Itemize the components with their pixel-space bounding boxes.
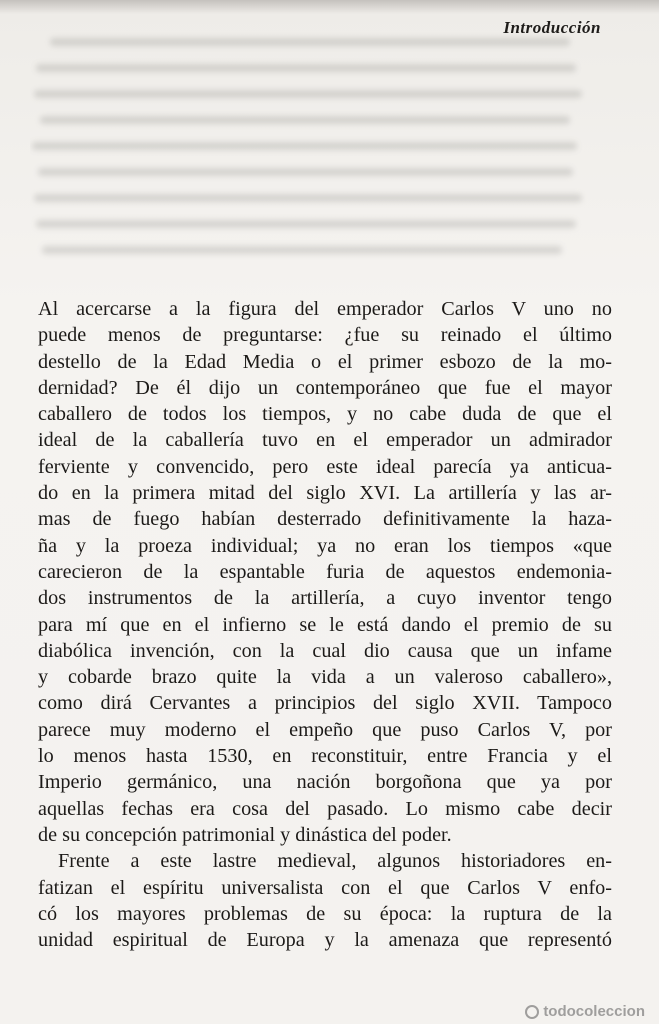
- text-line: aquellas fechas era cosa del pasado. Lo mismo cabe decir: [38, 797, 612, 820]
- text-line: ña y la proeza individual; ya no eran los tiempos «que: [38, 534, 612, 557]
- body-text: [38, 296, 612, 953]
- text-line: Imperio germánico, una nación borgoñona que ya por: [38, 771, 612, 794]
- text-line: ferviente y convencido, pero este ideal parecía ya anticua-: [38, 455, 612, 478]
- text-line: do en la primera mitad del siglo XVI. La artillería y las ar-: [38, 482, 612, 505]
- bleed-through-text: [30, 32, 590, 272]
- watermark-logo-icon: [525, 1005, 539, 1019]
- text-line: ideal de la caballería tuvo en el emperador un admirador: [38, 429, 612, 452]
- text-line: puede menos de preguntarse: ¿fue su reinado el último: [38, 324, 612, 347]
- text-line: dos instrumentos de la artillería, a cuyo inventor tengo: [38, 587, 612, 610]
- watermark-text: todocoleccion: [543, 1003, 645, 1020]
- text-line: dernidad? De él dijo un contemporáneo que fue el mayor: [38, 376, 612, 399]
- text-line: Frente a este lastre medieval, algunos historiadores en-: [58, 850, 612, 873]
- text-line: unidad espiritual de Europa y la amenaza que representó: [38, 929, 612, 952]
- text-line: có los mayores problemas de su época: la ruptura de la: [38, 902, 612, 925]
- text-line: caballero de todos los tiempos, y no cabe duda de que el: [38, 403, 612, 426]
- text-line: destello de la Edad Media o el primer esbozo de la mo-: [38, 350, 612, 373]
- running-head: Introducción: [503, 18, 601, 37]
- text-line: mas de fuego habían desterrado definitivamente la haza-: [38, 508, 612, 531]
- text-line: para mí que en el infierno se le está dando el premio de su: [38, 613, 612, 636]
- text-line: diabólica invención, con la cual dio causa que un infame: [38, 639, 612, 662]
- text-line: parece muy moderno el empeño que puso Carlos V, por: [38, 718, 612, 741]
- watermark: [525, 1003, 645, 1020]
- text-line: lo menos hasta 1530, en reconstituir, entre Francia y el: [38, 745, 612, 768]
- text-line: Al acercarse a la figura del emperador Carlos V uno no: [38, 298, 612, 320]
- text-line: como dirá Cervantes a principios del siglo XVII. Tampoco: [38, 692, 612, 715]
- text-line: fatizan el espíritu universalista con el que Carlos V enfo-: [38, 876, 612, 899]
- page-top-shadow: [0, 0, 659, 14]
- text-line: y cobarde brazo quite la vida a un valeroso caballero»,: [38, 666, 612, 689]
- text-line: de su concepción patrimonial y dinástica del poder.: [38, 823, 452, 846]
- text-line: carecieron de la espantable furia de aquestos endemonia-: [38, 560, 612, 583]
